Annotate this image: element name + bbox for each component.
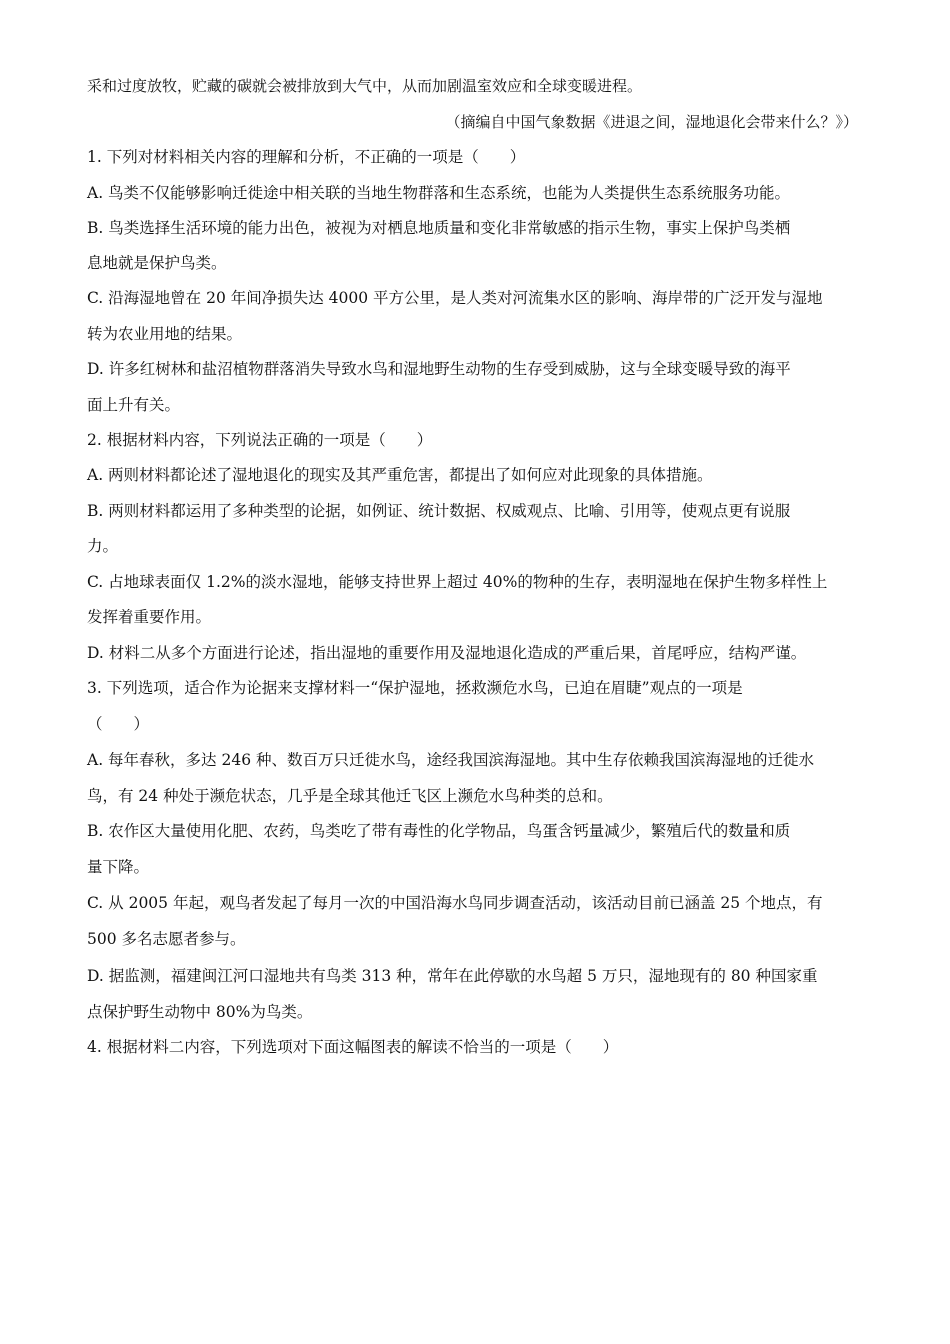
- question-3-option-a: A. 每年春秋，多达 246 种、数百万只迁徙水鸟，途经我国滨海湿地。其中生存依赖我国滨海湿地的迁徙水: [87, 751, 814, 769]
- question-2-option-b: B. 两则材料都运用了多种类型的论据，如例证、统计数据、权威观点、比喻、引用等，使观点更有说服: [87, 502, 791, 520]
- question-2-option-c-cont: 发挥着重要作用。: [87, 608, 212, 626]
- question-2-option-a: A. 两则材料都论述了湿地退化的现实及其严重危害，都提出了如何应对此现象的具体措施。: [87, 466, 713, 484]
- question-2-option-d: D. 材料二从多个方面进行论述，指出湿地的重要作用及湿地退化造成的严重后果，首尾呼应，结构严谨。: [87, 644, 807, 662]
- question-3-option-c-cont: 500 多名志愿者参与。: [87, 930, 246, 948]
- question-1-option-d-cont: 面上升有关。: [87, 396, 181, 414]
- question-1-option-c: C. 沿海湿地曾在 20 年间净损失达 4000 平方公里，是人类对河流集水区的影响、海岸带的广泛开发与湿地: [87, 289, 823, 307]
- question-1-option-d: D. 许多红树林和盐沼植物群落消失导致水鸟和湿地野生动物的生存受到威胁，这与全球变暖导致的海平: [87, 360, 791, 378]
- question-1-option-c-cont: 转为农业用地的结果。: [87, 325, 243, 343]
- source-citation: （摘编自中国气象数据《进退之间，湿地退化会带来什么？》）: [445, 113, 858, 131]
- question-3-option-b: B. 农作区大量使用化肥、农药，鸟类吃了带有毒性的化学物品，鸟蛋含钙量减少，繁殖后代的数量和质: [87, 822, 791, 840]
- question-2-option-b-cont: 力。: [87, 537, 119, 555]
- question-1-option-b-cont: 息地就是保护鸟类。: [87, 254, 227, 272]
- question-3-option-a-cont: 鸟，有 24 种处于濒危状态，几乎是全球其他迁飞区上濒危水鸟种类的总和。: [87, 787, 613, 805]
- question-3-option-d: D. 据监测，福建闽江河口湿地共有鸟类 313 种，常年在此停歇的水鸟超 5 万只，湿地现有的 80 种国家重: [87, 967, 818, 985]
- question-3-stem-cont: （ ）: [87, 715, 150, 733]
- question-1-option-b: B. 鸟类选择生活环境的能力出色，被视为对栖息地质量和变化非常敏感的指示生物，事实上保护鸟类栖: [87, 219, 791, 237]
- question-3-option-c: C. 从 2005 年起，观鸟者发起了每月一次的中国沿海水鸟同步调查活动，该活动目前已涵盖 25 个地点，有: [87, 894, 823, 912]
- question-2-stem: 2. 根据材料内容，下列说法正确的一项是（ ）: [87, 431, 433, 449]
- question-2-option-c: C. 占地球表面仅 1.2%的淡水湿地，能够支持世界上超过 40%的物种的生存，表明湿地在保护生物多样性上: [87, 573, 828, 591]
- intro-text: 采和过度放牧，贮藏的碳就会被排放到大气中，从而加剧温室效应和全球变暖进程。: [87, 77, 643, 95]
- question-3-stem: 3. 下列选项，适合作为论据来支撑材料一“保护湿地，拯救濒危水鸟，已迫在眉睫”观点的一项是: [87, 679, 743, 697]
- question-3-option-d-cont: 点保护野生动物中 80%为鸟类。: [87, 1003, 313, 1021]
- question-3-option-b-cont: 量下降。: [87, 858, 150, 876]
- question-4-stem: 4. 根据材料二内容，下列选项对下面这幅图表的解读不恰当的一项是（ ）: [87, 1038, 619, 1056]
- question-1-stem: 1. 下列对材料相关内容的理解和分析，不正确的一项是（ ）: [87, 148, 526, 166]
- question-1-option-a: A. 鸟类不仅能够影响迁徙途中相关联的当地生物群落和生态系统，也能为人类提供生态系统服务功能。: [87, 184, 791, 202]
